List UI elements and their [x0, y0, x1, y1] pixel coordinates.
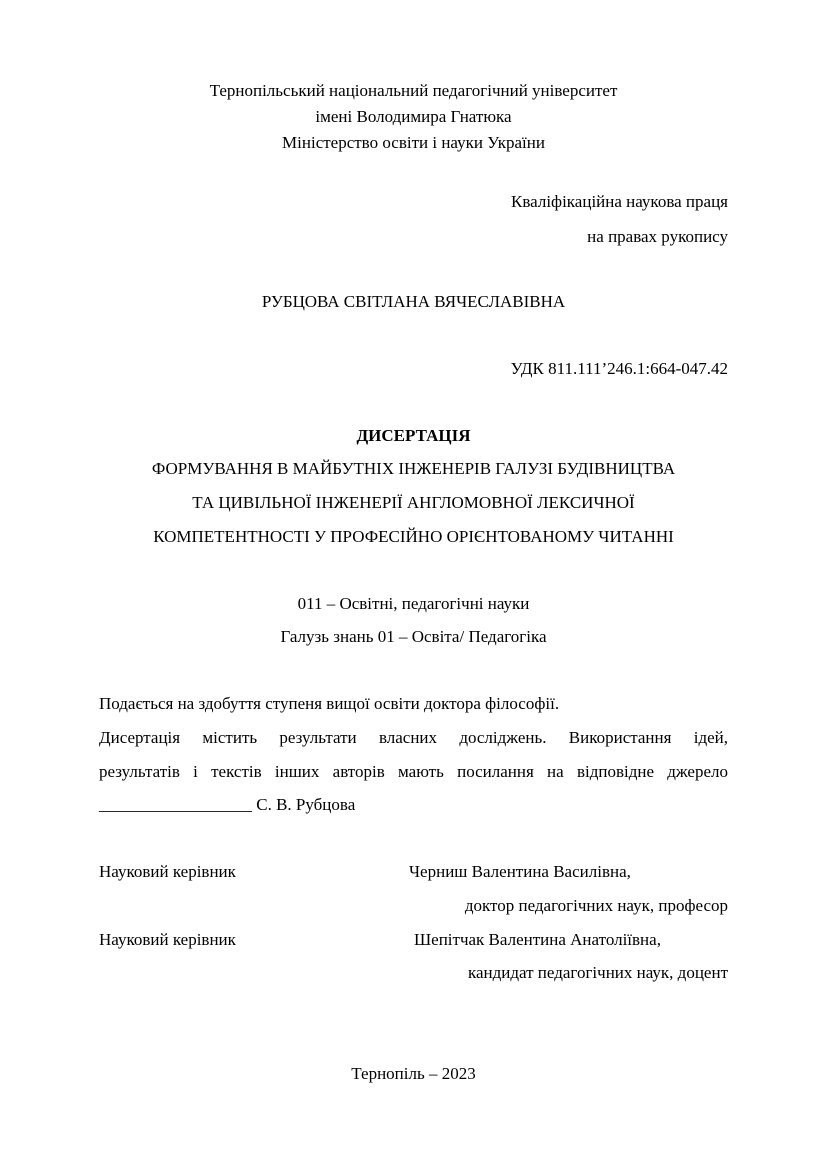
- dissertation-title-line-1: ФОРМУВАННЯ В МАЙБУТНІХ ІНЖЕНЕРІВ ГАЛУЗІ БУДІВНИЦТВА: [151, 459, 676, 478]
- specialty-line-2: Галузь знань 01 – Освіта/ Педагогіка: [280, 627, 547, 646]
- university-line-1: Тернопільський національний педагогічний університет: [209, 81, 618, 100]
- author-name: РУБЦОВА СВІТЛАНА ВЯЧЕСЛАВІВНА: [261, 292, 566, 311]
- signature-line: [99, 796, 355, 813]
- manuscript-line-1: Кваліфікаційна наукова праця: [511, 192, 728, 211]
- supervisor-1-name: Черниш Валентина Василівна,: [409, 862, 631, 881]
- statement-line-3: результатів і текстів інших авторів мають посилання на відповідне джерело: [99, 762, 728, 781]
- supervisor-2-name: Шепітчак Валентина Анатоліївна,: [414, 930, 661, 949]
- supervisor-2-role: Науковий керівник: [99, 930, 236, 949]
- specialty-line-1: 011 – Освітні, педагогічні науки: [297, 594, 530, 613]
- city-year: Тернопіль – 2023: [351, 1064, 476, 1083]
- university-line-2: імені Володимира Гнатюка: [315, 107, 512, 126]
- supervisor-2-degree: кандидат педагогічних наук, доцент: [467, 963, 728, 982]
- dissertation-label: ДИСЕРТАЦІЯ: [356, 426, 471, 445]
- supervisor-1-degree: доктор педагогічних наук, професор: [464, 896, 728, 915]
- supervisor-1-role: Науковий керівник: [99, 862, 236, 881]
- dissertation-title-line-3: КОМПЕТЕНТНОСТІ У ПРОФЕСІЙНО ОРІЄНТОВАНОМУ ЧИТАННІ: [153, 527, 674, 546]
- manuscript-line-2: на правах рукопису: [587, 227, 728, 246]
- statement-line-2: Дисертація містить результати власних досліджень. Використання ідей,: [99, 728, 728, 747]
- ministry-line: Міністерство освіти і науки України: [282, 133, 545, 152]
- dissertation-title-line-2: ТА ЦИВІЛЬНОЇ ІНЖЕНЕРІЇ АНГЛОМОВНОЇ ЛЕКСИЧНОЇ: [192, 493, 635, 512]
- signature-blank: __________________: [99, 795, 252, 814]
- statement-line-1: Подається на здобуття ступеня вищої освіти доктора філософії.: [99, 694, 560, 713]
- udc-code: УДК 811.111’246.1:664-047.42: [510, 359, 728, 378]
- signature-name: С. В. Рубцова: [256, 795, 356, 814]
